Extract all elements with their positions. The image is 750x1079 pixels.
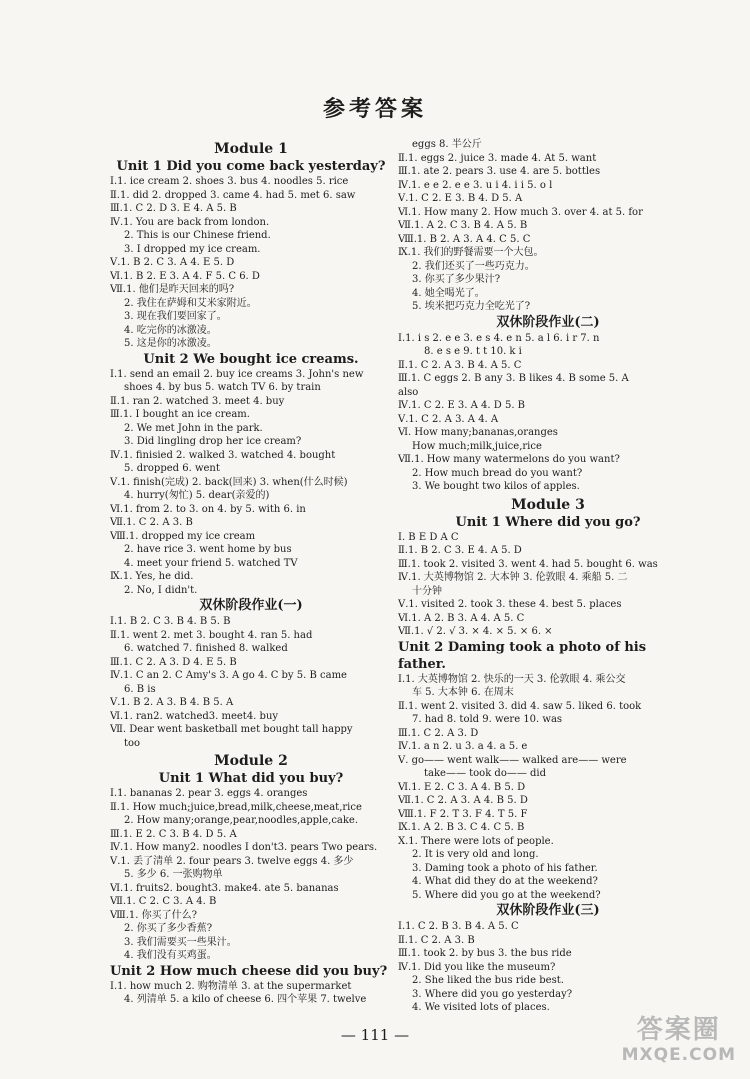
- answer-line: 6. B is: [124, 683, 156, 695]
- answer-line: too: [124, 737, 141, 749]
- answer-line: 2. No, I didn't.: [124, 584, 198, 596]
- answer-line: 2. 你买了多少香蕉?: [124, 923, 213, 934]
- answer-line: Ⅱ.1. eggs 2. juice 3. made 4. At 5. want: [398, 152, 597, 164]
- answer-line: Ⅷ.1. 你买了什么?: [110, 909, 198, 921]
- answer-line: Ⅵ.1. E 2. C 3. A 4. B 5. D: [398, 781, 526, 793]
- answer-line: 车 5. 大本钟 6. 在周末: [412, 687, 514, 698]
- answer-line: 5. Where did you go at the weekend?: [412, 889, 601, 901]
- answer-line: Ⅳ.1. a n 2. u 3. a 4. a 5. e: [398, 741, 528, 752]
- page-title: 参考答案: [322, 96, 427, 122]
- answer-line: 3. 你买了多少果汁?: [412, 274, 501, 285]
- answer-line: Ⅰ.1. 大英博物馆 2. 快乐的一天 3. 伦敦眼 4. 乘公交: [398, 673, 626, 685]
- answer-line: Ⅶ. Dear went basketball met bought tall happy: [110, 724, 353, 735]
- watermark-top: 答案圈: [636, 1015, 721, 1045]
- answer-line: Ⅸ.1. A 2. B 3. C 4. C 5. B: [398, 822, 525, 833]
- answer-line: 6. watched 7. finished 8. walked: [124, 643, 288, 654]
- unit-heading: Unit 1 What did you buy?: [158, 771, 344, 786]
- answer-line: 2. How many;orange,pear,noodles,apple,cake.: [124, 815, 359, 826]
- answer-line: Ⅶ.1. How many watermelons do you want?: [398, 454, 620, 465]
- answer-line: Ⅰ. B E D A C: [398, 531, 459, 543]
- page-number: — 111 —: [340, 1026, 410, 1044]
- answer-line: Ⅵ.1. B 2. E 3. A 4. F 5. C 6. D: [110, 270, 260, 282]
- answer-line: 2. How much bread do you want?: [412, 467, 583, 479]
- answer-line: Ⅹ.1. There were lots of people.: [398, 835, 554, 847]
- answer-line: 5. 埃米把巧克力全吃光了?: [412, 301, 531, 312]
- answer-line: Ⅴ.1. visited 2. took 3. these 4. best 5. places: [398, 599, 622, 610]
- watermark-logo: [622, 1015, 736, 1065]
- answer-line: 2. have rice 3. went home by bus: [124, 544, 292, 555]
- answer-line: Ⅰ.1. C 2. B 3. B 4. A 5. C: [398, 921, 519, 932]
- answer-line: 2. This is our Chinese friend.: [124, 230, 271, 241]
- answer-line: Ⅵ. How many;bananas,oranges: [398, 427, 558, 438]
- answer-column-right: [398, 138, 698, 1015]
- answer-line: Ⅶ.1. 他们是昨天回来的吗?: [110, 284, 235, 295]
- answer-line: Ⅵ.1. fruits2. bought3. make4. ate 5. bananas: [110, 882, 339, 894]
- answer-line: Ⅴ.1. 丢了清单 2. four pears 3. twelve eggs 4. 多少: [110, 855, 354, 867]
- homework-heading: 双休阶段作业(二): [496, 314, 600, 330]
- answer-line: 2. 我们还买了一些巧克力。: [412, 260, 535, 272]
- answer-line: Ⅳ.1. You are back from london.: [110, 216, 270, 228]
- answer-line: Ⅶ.1. C 2. A 3. B: [110, 517, 193, 528]
- answer-line: Ⅶ.1. C 2. A 3. A 4. B 5. D: [398, 795, 528, 806]
- answer-line: Ⅱ.1. How much;juice,bread,milk,cheese,meat,rice: [110, 801, 362, 813]
- answer-line: take—— took do—— did: [424, 768, 547, 779]
- answer-line: 4. hurry(匆忙) 5. dear(亲爱的): [124, 490, 270, 501]
- answer-line: 3. Daming took a photo of his father.: [412, 862, 598, 874]
- answer-line: How much;milk,juice,rice: [412, 440, 542, 452]
- answer-line: Ⅶ.1. √ 2. √ 3. × 4. × 5. × 6. ×: [398, 626, 553, 637]
- answer-line: Ⅶ.1. C 2. C 3. A 4. B: [110, 896, 217, 907]
- answer-line: 4. meet your friend 5. watched TV: [124, 557, 298, 569]
- answer-line: Ⅲ.1. C eggs 2. B any 3. B likes 4. B some 5. A: [398, 373, 629, 384]
- answer-line: Ⅱ.1. did 2. dropped 3. came 4. had 5. met 6. saw: [110, 189, 356, 201]
- answer-line: 3. Where did you go yesterday?: [412, 988, 573, 1000]
- answer-line: Ⅰ.1. i s 2. e e 3. e s 4. e n 5. a l 6. i r 7. n: [398, 332, 600, 344]
- answer-line: Ⅲ.1. E 2. C 3. B 4. D 5. A: [110, 828, 237, 840]
- answer-line: 5. 这是你的冰激凌。: [124, 338, 217, 349]
- answer-line: Ⅰ.1. how much 2. 购物清单 3. at the supermarket: [110, 980, 352, 992]
- answer-line: Ⅳ.1. Did you like the museum?: [398, 961, 556, 973]
- answer-line: Ⅵ.1. from 2. to 3. on 4. by 5. with 6. in: [110, 503, 306, 515]
- answer-line: Ⅱ.1. C 2. A 3. B 4. A 5. C: [398, 359, 522, 371]
- module-heading: Module 2: [214, 753, 288, 769]
- answer-line: 2. 我住在萨姆和艾米家附近。: [124, 297, 257, 309]
- answer-line: Ⅳ.1. How many2. noodles I don't3. pears Two pears.: [110, 842, 378, 853]
- answer-line: Ⅱ.1. B 2. C 3. E 4. A 5. D: [398, 545, 522, 556]
- answer-line: Ⅴ.1. B 2. C 3. A 4. E 5. D: [110, 257, 235, 268]
- answer-line: 2. It is very old and long.: [412, 849, 539, 860]
- answer-line: Ⅴ.1. C 2. E 3. B 4. D 5. A: [398, 193, 523, 204]
- answer-line: 3. Did lingling drop her ice cream?: [124, 436, 302, 447]
- answer-line: Ⅰ.1. bananas 2. pear 3. eggs 4. oranges: [110, 788, 308, 799]
- answer-line: 5. 多少 6. 一张购物单: [124, 869, 223, 880]
- answer-line: 4. We visited lots of places.: [412, 1002, 550, 1013]
- answer-line: Ⅰ.1. B 2. C 3. B 4. B 5. B: [110, 616, 231, 627]
- module-heading: Module 3: [511, 496, 585, 513]
- answer-line: Ⅲ.1. C 2. D 3. E 4. A 5. B: [110, 203, 237, 214]
- watermark-bottom: MXQE.COM: [621, 1045, 736, 1065]
- answer-line: 3. We bought two kilos of apples.: [412, 481, 580, 492]
- answer-line: 5. dropped 6. went: [124, 463, 220, 474]
- answer-line: Ⅰ.1. send an email 2. buy ice creams 3. John's new: [110, 368, 364, 380]
- answer-column-left: [110, 138, 392, 1007]
- answer-line: Ⅴ. go—— went walk—— walked are—— were: [398, 754, 627, 766]
- answer-line: 2. We met John in the park.: [124, 422, 263, 434]
- answer-line: 3. 我们需要买一些果汁。: [124, 936, 237, 948]
- answer-line: Ⅲ.1. ate 2. pears 3. use 4. are 5. bottles: [398, 166, 601, 177]
- answer-line: 4. 我们没有买鸡蛋。: [124, 950, 217, 961]
- answer-line: 4. 吃完你的冰激凌。: [124, 324, 217, 336]
- answer-line: Ⅸ.1. 我们的野餐需要一个大包。: [398, 247, 544, 258]
- answer-line: Ⅰ.1. ice cream 2. shoes 3. bus 4. noodles 5. rice: [110, 176, 349, 187]
- answer-line: shoes 4. by bus 5. watch TV 6. by train: [124, 382, 321, 393]
- answer-line: also: [398, 386, 419, 398]
- answer-line: Ⅵ.1. ran2. watched3. meet4. buy: [110, 710, 279, 722]
- unit-heading: Unit 2 How much cheese did you buy?: [110, 963, 388, 979]
- answer-line: Ⅳ.1. C 2. E 3. A 4. D 5. B: [398, 400, 526, 411]
- answer-line: Ⅷ.1. dropped my ice cream: [110, 530, 256, 542]
- homework-heading: 双休阶段作业(三): [496, 903, 600, 918]
- answer-line: Ⅴ.1. B 2. A 3. B 4. B 5. A: [110, 697, 234, 708]
- answer-line: Ⅳ.1. finisied 2. walked 3. watched 4. bought: [110, 449, 336, 461]
- answer-line: 2. She liked the bus ride best.: [412, 975, 564, 986]
- answer-line: 十分钟: [412, 585, 442, 597]
- answer-line: Ⅱ.1. C 2. A 3. B: [398, 934, 475, 946]
- answer-line: Ⅴ.1. finish(完成) 2. back(回来) 3. when(什么时候): [110, 476, 348, 488]
- answer-line: eggs 8. 半公斤: [412, 139, 482, 150]
- answer-line: 7. had 8. told 9. were 10. was: [412, 714, 563, 725]
- answer-line: 3. 现在我们要回家了。: [124, 311, 227, 322]
- answer-line: Ⅲ.1. took 2. visited 3. went 4. had 5. bought 6. was: [398, 558, 658, 570]
- answer-line: Ⅳ.1. e e 2. e e 3. u i 4. i i 5. o l: [398, 179, 553, 191]
- answer-line: 4. 列清单 5. a kilo of cheese 6. 四个苹果 7. twelve: [124, 994, 367, 1005]
- answer-line: Ⅵ.1. A 2. B 3. A 4. A 5. C: [398, 612, 525, 624]
- answer-line: Ⅸ.1. Yes, he did.: [110, 571, 194, 582]
- answer-line: Ⅴ.1. C 2. A 3. A 4. A: [398, 413, 499, 425]
- answer-line: Ⅳ.1. C an 2. C Amy's 3. A go 4. C by 5. B came: [110, 670, 347, 681]
- answer-line: 4. What did they do at the weekend?: [412, 876, 598, 887]
- answer-line: Ⅲ.1. C 2. A 3. D: [398, 727, 479, 739]
- unit-heading: Unit 2 Daming took a photo of his father.: [398, 639, 647, 672]
- answer-line: 8. e s e 9. t t 10. k i: [424, 346, 522, 357]
- answer-line: Ⅷ.1. B 2. A 3. A 4. C 5. C: [398, 233, 531, 245]
- answer-line: 4. 她全喝光了。: [412, 287, 485, 299]
- answer-line: Ⅳ.1. 大英博物馆 2. 大本钟 3. 伦敦眼 4. 乘船 5. 二: [398, 572, 628, 583]
- answer-line: Ⅵ.1. How many 2. How much 3. over 4. at 5. for: [398, 206, 643, 218]
- answer-line: Ⅷ.1. F 2. T 3. F 4. T 5. F: [398, 808, 528, 820]
- answer-line: Ⅲ.1. I bought an ice cream.: [110, 409, 250, 420]
- answer-line: Ⅱ.1. went 2. met 3. bought 4. ran 5. had: [110, 629, 313, 641]
- answer-line: Ⅶ.1. A 2. C 3. B 4. A 5. B: [398, 220, 528, 231]
- answer-line: Ⅲ.1. took 2. by bus 3. the bus ride: [398, 948, 572, 959]
- answer-line: Ⅱ.1. went 2. visited 3. did 4. saw 5. liked 6. took: [398, 700, 642, 712]
- unit-heading: Unit 2 We bought ice creams.: [143, 351, 359, 367]
- answer-line: Ⅲ.1. C 2. A 3. D 4. E 5. B: [110, 656, 237, 668]
- unit-heading: Unit 1 Did you come back yesterday?: [116, 159, 386, 174]
- module-heading: Module 1: [214, 141, 288, 157]
- homework-heading: 双休阶段作业(一): [199, 598, 303, 613]
- answer-line: Ⅱ.1. ran 2. watched 3. meet 4. buy: [110, 395, 285, 407]
- answer-line: 3. I dropped my ice cream.: [124, 243, 261, 255]
- unit-heading: Unit 1 Where did you go?: [455, 514, 641, 530]
